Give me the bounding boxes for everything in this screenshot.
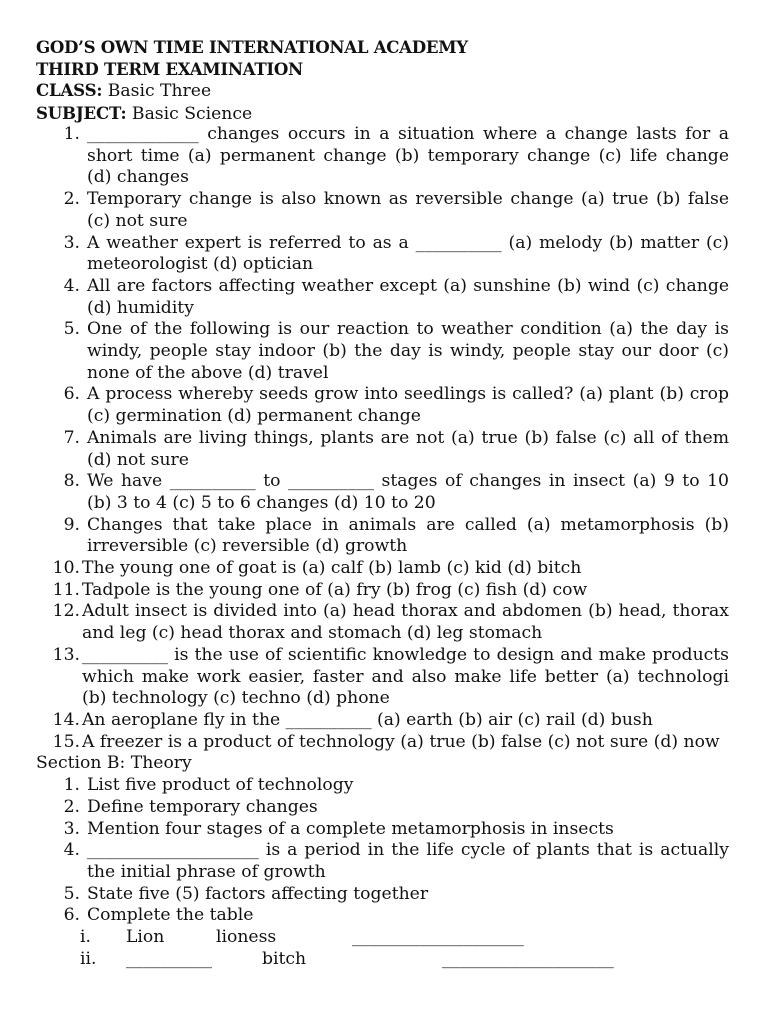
question-number: 6. [63, 384, 80, 405]
subject-label: SUBJECT: [36, 103, 127, 124]
question-number: 2. [63, 189, 80, 210]
question-text: Mention four stages of a complete metamorphosis in insects [87, 818, 614, 839]
row-cell-3: ____________________ [442, 948, 614, 969]
question-number: 12. [52, 601, 80, 622]
question-text: State five (5) factors affecting together [87, 883, 429, 904]
question-text: List five product of technology [87, 775, 354, 796]
row-cell-1: __________ [126, 948, 212, 969]
subject-line [36, 103, 736, 126]
question-number: 14. [52, 709, 80, 730]
question-12 [36, 601, 729, 644]
question-4 [36, 276, 729, 319]
question-text: We have __________ to __________ stages of changes in insect (a) 9 to 10 (b) 3 to 4 (c) 5 to 6 changes (d) 10 to 20 [87, 471, 729, 513]
class-line [36, 80, 736, 103]
class-value: Basic Three [102, 81, 212, 102]
question-text: Adult insect is divided into (a) head thorax and abdomen (b) head, thorax and leg (c) head thorax and stomach (d) leg stomach [82, 601, 729, 644]
table-row-1 [36, 927, 729, 949]
theory-question-4 [36, 840, 729, 883]
question-2 [36, 189, 729, 232]
question-number: 4. [63, 840, 80, 861]
exam-title: THIRD TERM EXAMINATION [36, 58, 303, 79]
theory-question-2 [36, 797, 729, 819]
question-text: The young one of goat is (a) calf (b) lamb (c) kid (d) bitch [82, 558, 582, 579]
question-number: 2. [63, 796, 80, 817]
row-number: i. [80, 927, 91, 948]
question-text: Complete the table [87, 905, 254, 926]
question-text: All are factors affecting weather except (a) sunshine (b) wind (c) change (d) humidity [87, 275, 729, 318]
table-row-2 [36, 949, 729, 971]
question-15 [36, 732, 729, 754]
question-14 [36, 710, 729, 732]
question-number: 13. [52, 644, 80, 665]
question-9 [36, 515, 729, 558]
subject-value: Basic Science [126, 104, 253, 125]
question-number: 3. [63, 232, 80, 253]
question-text: One of the following is our reaction to weather condition (a) the day is windy, people stay indoor (b) the day is windy, people stay our door (c) none of the above (d) travel [87, 319, 729, 383]
question-number: 5. [63, 883, 80, 904]
question-3 [36, 233, 729, 276]
question-11 [36, 580, 729, 602]
question-text: _____________ changes occurs in a situation where a change lasts for a short time (a) permanent change (b) temporary change (c) life change (d) changes [87, 124, 729, 188]
row-number: ii. [80, 948, 97, 969]
question-number: 7. [63, 427, 80, 448]
section-a-questions [36, 124, 729, 970]
row-cell-2: lioness [216, 927, 277, 948]
question-text: Tadpole is the young one of (a) fry (b) frog (c) fish (d) cow [82, 579, 588, 600]
theory-question-3 [36, 819, 729, 841]
question-number: 15. [52, 731, 80, 752]
class-label: CLASS: [36, 80, 103, 101]
question-text: A process whereby seeds grow into seedlings is called? (a) plant (b) crop (c) germination (d) permanent change [87, 384, 729, 427]
question-number: 11. [52, 579, 80, 600]
question-text: __________ is the use of scientific knowledge to design and make products which make work easier, faster and also make life better (a) technologi (b) technology (c) techno (d) phone [82, 644, 729, 709]
question-number: 6. [63, 905, 80, 926]
question-1 [36, 124, 729, 189]
question-text: Animals are living things, plants are not (a) true (b) false (c) all of them (d) not sure [87, 427, 729, 470]
question-number: 1. [63, 124, 80, 144]
question-6 [36, 384, 729, 427]
theory-question-5 [36, 884, 729, 906]
question-text: A weather expert is referred to as a __________ (a) melody (b) matter (c) meteorologist (d) optician [87, 232, 729, 275]
exam-header [36, 37, 736, 126]
question-text: Temporary change is also known as reversible change (a) true (b) false (c) not sure [87, 189, 729, 231]
question-5 [36, 319, 729, 384]
question-7 [36, 428, 729, 471]
question-number: 8. [63, 471, 80, 492]
question-10 [36, 558, 729, 580]
theory-question-6 [36, 905, 729, 927]
question-text: Define temporary changes [87, 796, 318, 817]
question-number: 5. [63, 319, 80, 340]
row-cell-3: ____________________ [352, 927, 524, 948]
question-text: ____________________ is a period in the life cycle of plants that is actually the initial phrase of growth [87, 840, 729, 882]
question-13 [36, 645, 729, 710]
question-number: 9. [63, 514, 80, 535]
question-text: Changes that take place in animals are called (a) metamorphosis (b) irreversible (c) reversible (d) growth [87, 514, 729, 557]
question-number: 4. [63, 275, 80, 296]
row-cell-1: Lion [126, 927, 165, 948]
question-number: 3. [63, 818, 80, 839]
question-number: 1. [63, 775, 80, 796]
section-b-title: Section B: Theory [36, 753, 192, 774]
row-cell-2: bitch [262, 948, 307, 969]
school-name: GOD’S OWN TIME INTERNATIONAL ACADEMY [36, 37, 468, 57]
question-8 [36, 471, 729, 514]
theory-question-1 [36, 775, 729, 797]
question-text: A freezer is a product of technology (a) true (b) false (c) not sure (d) now [82, 731, 720, 752]
question-text: An aeroplane fly in the __________ (a) earth (b) air (c) rail (d) bush [82, 709, 653, 730]
question-number: 10. [52, 558, 80, 579]
